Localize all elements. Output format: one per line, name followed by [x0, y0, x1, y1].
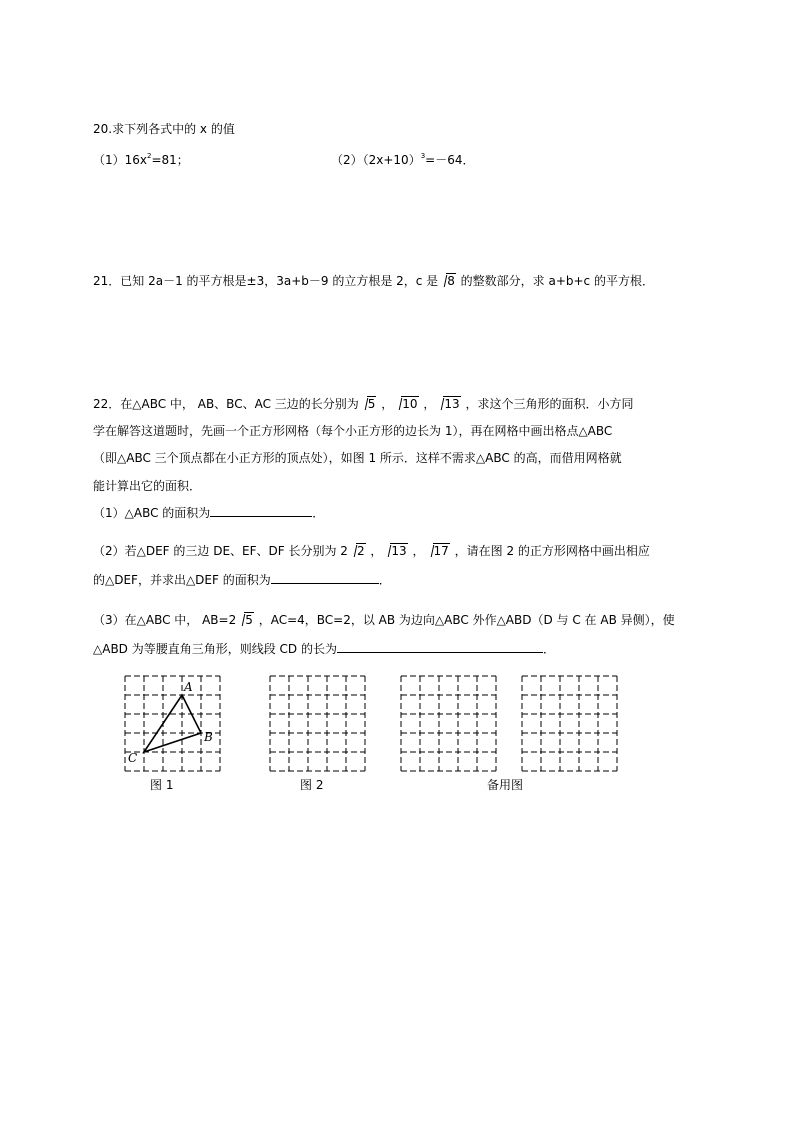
q22-part2-line1: （2）若△DEF 的三边 DE、EF、DF 长分别为 2 2 ， 13 ， 17 ，请在图 2 的正方形网格中画出相应	[93, 544, 650, 558]
answer-blank-2[interactable]	[271, 571, 379, 584]
figure-1-caption: 图 1	[150, 778, 174, 792]
spare-figure-caption: 备用图	[487, 778, 524, 792]
q21-text: 21．已知 2a－1 的平方根是±3，3a+b－9 的立方根是 2，c 是 8 的整数部分，求 a+b+c 的平方根．	[93, 274, 654, 288]
q22-line3: （即△ABC 三个顶点都在小正方形的顶点处），如图 1 所示．这样不需求△ABC 的高，而借用网格就	[93, 451, 622, 465]
triangle-abc	[144, 695, 201, 752]
figure-1-grid	[122, 673, 226, 773]
q20-part2: $(2)(2x+10)^3=-64$．	[331, 152, 475, 167]
q22-line1: 22．在△ABC 中， AB、BC、AC 三边的长分别为 5 ， 10 ， 13 ，求这个三角形的面积．小方同	[93, 397, 634, 411]
spare-grid-1	[398, 673, 502, 773]
q22-part3-line1: （3）在△ABC 中， AB=2 5 ，AC=4，BC=2，以 AB 为边向△ABC 外作△ABD（D 与 C 在 AB 异侧），使	[93, 613, 675, 627]
figure-2-caption: 图 2	[300, 778, 324, 792]
sqrt-symbol: 8	[439, 273, 456, 289]
vertex-label-c: C	[128, 751, 138, 765]
figure-2-grid	[267, 673, 371, 773]
answer-blank-3[interactable]	[337, 640, 543, 653]
q20-part1: $(1)16x^2=81$；	[93, 152, 189, 167]
q22-line2: 学在解答这道题时，先画一个正方形网格（每个小正方形的边长为 1），再在网格中画出格点△ABC	[93, 424, 613, 438]
answer-blank-1[interactable]	[210, 504, 312, 517]
q22-part3-line2: △ABD 为等腰直角三角形，则线段 CD 的长为 ．	[93, 642, 555, 656]
vertex-label-b: B	[204, 730, 213, 744]
q22-line4: 能计算出它的面积．	[93, 479, 202, 493]
spare-grid-2	[519, 673, 623, 773]
vertex-label-a: A	[184, 680, 193, 694]
q20-title: 20.求下列各式中的 x 的值	[93, 122, 235, 136]
q22-part1: （1）△ABC 的面积为 ．	[93, 506, 325, 520]
q22-part2-line2: 的△DEF，并求出△DEF 的面积为 ．	[93, 573, 391, 587]
